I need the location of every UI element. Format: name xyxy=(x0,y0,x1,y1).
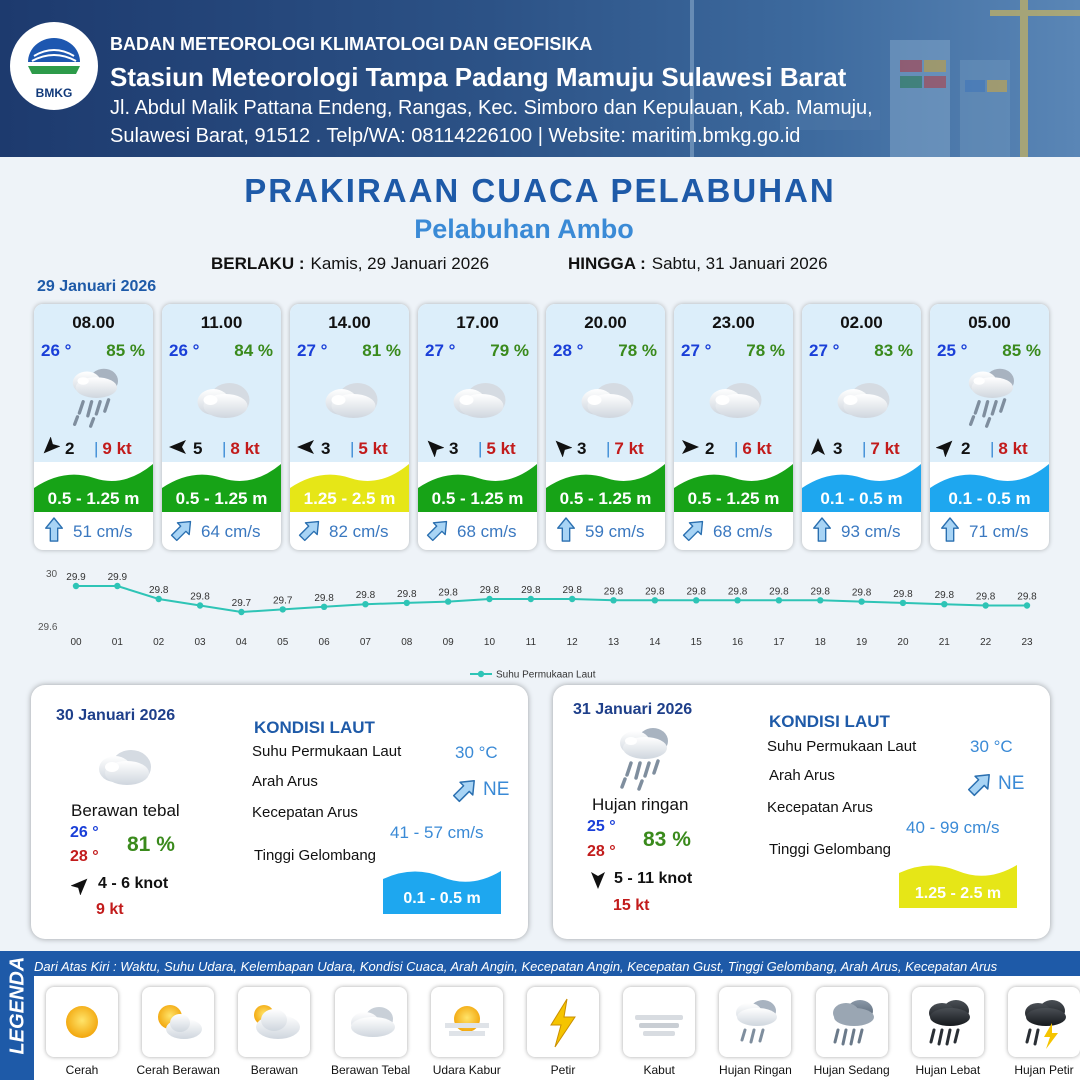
x-tick-label: 09 xyxy=(442,637,454,648)
card-humidity: 81 % xyxy=(362,341,401,360)
address-line-2: Sulawesi Barat, 91512 . Telp/WA: 08114226100 | Website: maritim.bmkg.go.id xyxy=(110,125,801,147)
x-tick-label: 13 xyxy=(607,637,620,648)
sst-point xyxy=(858,598,864,604)
cloud-thick-icon xyxy=(341,993,401,1051)
sst-data-label: 29.8 xyxy=(1017,591,1037,603)
card-temperature: 27 ° xyxy=(681,341,712,360)
x-tick-label: 01 xyxy=(111,637,123,648)
cloud-sun-icon xyxy=(244,993,304,1051)
day3-humidity: 83 % xyxy=(643,828,691,851)
card-gust: | 5 kt xyxy=(350,439,388,458)
legend-item xyxy=(719,987,791,1057)
card-time: 23.00 xyxy=(712,313,755,332)
card-current-speed: 68 cm/s xyxy=(457,522,517,541)
valid-from-value: Kamis, 29 Januari 2026 xyxy=(310,254,490,273)
day2-sst: 30 °C xyxy=(455,743,498,762)
x-tick-label: 06 xyxy=(318,637,330,648)
fog-icon xyxy=(629,993,689,1051)
x-tick-label: 03 xyxy=(194,637,206,648)
legend-marker xyxy=(478,671,484,677)
current-arrow-icon xyxy=(938,517,962,543)
card-humidity: 83 % xyxy=(874,341,913,360)
sst-point xyxy=(486,596,492,602)
card-time: 02.00 xyxy=(840,313,883,332)
wind-arrow-icon xyxy=(424,437,444,457)
card-temperature: 27 ° xyxy=(809,341,840,360)
legend-item xyxy=(623,987,695,1057)
forecast-card xyxy=(290,304,409,550)
page-subtitle: Pelabuhan Ambo xyxy=(414,214,634,244)
legend-item-label: Kabut xyxy=(643,1063,675,1077)
day3-panel xyxy=(553,685,1050,939)
day1-date: 29 Januari 2026 xyxy=(37,278,157,295)
sst-point xyxy=(941,601,947,607)
day2-wind-arrow-icon xyxy=(71,875,91,895)
sst-data-label: 29.8 xyxy=(769,586,789,598)
day3-current-dir-label: Arah Arus xyxy=(769,767,835,784)
sst-data-label: 29.9 xyxy=(107,572,128,583)
card-gust: | 9 kt xyxy=(94,439,132,458)
card-gust: | 6 kt xyxy=(734,439,772,458)
cloud-thick-icon xyxy=(184,364,259,430)
sst-series-line xyxy=(76,586,1027,612)
day3-sst-label: Suhu Permukaan Laut xyxy=(767,738,917,755)
day3-condition: Hujan ringan xyxy=(592,795,689,814)
card-wind-speed: 2 xyxy=(961,439,971,458)
day3-wind-arrow-icon xyxy=(588,870,608,890)
legend-item-label: Udara Kabur xyxy=(432,1063,501,1077)
sst-point xyxy=(197,602,203,608)
card-humidity: 78 % xyxy=(746,341,785,360)
x-tick-label: 02 xyxy=(153,637,165,648)
card-current-speed: 51 cm/s xyxy=(73,522,133,541)
current-arrow-icon xyxy=(170,517,194,543)
card-humidity: 84 % xyxy=(234,341,273,360)
valid-to-value: Sabtu, 31 Januari 2026 xyxy=(651,254,828,273)
x-tick-label: 14 xyxy=(649,637,661,648)
card-wave-height: 0.1 - 0.5 m xyxy=(948,489,1031,508)
sst-point xyxy=(569,596,575,602)
cloud-thick-icon xyxy=(312,364,387,430)
x-tick-label: 19 xyxy=(856,637,868,648)
sst-data-label: 29.8 xyxy=(479,585,500,596)
sst-point xyxy=(238,609,244,615)
day3-date: 31 Januari 2026 xyxy=(573,701,693,718)
day2-temp-high: 28 ° xyxy=(70,848,99,865)
x-tick-label: 21 xyxy=(938,637,950,648)
day3-wind-speed: 5 - 11 knot xyxy=(614,870,693,887)
day2-date: 30 Januari 2026 xyxy=(56,707,176,724)
station-name: Stasiun Meteorologi Tampa Padang Mamuju Sulawesi Barat xyxy=(110,62,847,92)
sst-data-label: 29.8 xyxy=(190,591,210,603)
forecast-card xyxy=(418,304,537,550)
valid-from xyxy=(211,254,489,274)
card-wave-height: 0.5 - 1.25 m xyxy=(559,489,652,508)
sst-point xyxy=(693,597,699,603)
legend-item xyxy=(527,987,599,1057)
legend-item-label: Hujan Ringan xyxy=(719,1063,792,1077)
sun-cloud-icon xyxy=(148,993,208,1051)
day3-weather-icon xyxy=(607,723,677,793)
wind-arrow-icon xyxy=(168,437,188,457)
day3-wave-height: 1.25 - 2.5 m xyxy=(914,885,1002,902)
legend-description: Dari Atas Kiri : Waktu, Suhu Udara, Kelembapan Udara, Kondisi Cuaca, Arah Angin, Kecepatan Angin, Kecepatan Gust, Tinggi Gelombang, Arah Arus, Kecepatan Arus xyxy=(34,959,998,974)
card-wave-height: 0.5 - 1.25 m xyxy=(175,489,268,508)
current-arrow-icon xyxy=(810,517,834,543)
current-arrow-icon xyxy=(42,517,66,543)
card-gust: | 8 kt xyxy=(222,439,260,458)
sst-data-label: 29.8 xyxy=(314,592,334,604)
day2-current-speed: 41 - 57 cm/s xyxy=(390,823,484,842)
current-arrow-icon xyxy=(554,517,578,543)
legend-item-label: Petir xyxy=(550,1063,576,1077)
card-time: 11.00 xyxy=(200,313,243,332)
card-time: 14.00 xyxy=(328,313,371,332)
card-temperature: 26 ° xyxy=(41,341,72,360)
current-arrow-icon xyxy=(426,517,450,543)
card-wave-height: 1.25 - 2.5 m xyxy=(303,489,396,508)
rain-moderate-icon xyxy=(822,993,882,1051)
card-time: 05.00 xyxy=(968,313,1011,332)
sst-data-label: 29.8 xyxy=(148,585,169,596)
card-humidity: 78 % xyxy=(618,341,657,360)
day2-wind-speed: 4 - 6 knot xyxy=(98,875,169,892)
x-tick-label: 20 xyxy=(897,637,909,648)
card-wind-speed: 3 xyxy=(449,439,459,458)
forecast-card xyxy=(802,304,921,550)
day3-gust: 15 kt xyxy=(613,897,650,914)
legend-item xyxy=(238,987,310,1057)
legend-title: LEGENDA xyxy=(6,956,29,1055)
sun-icon xyxy=(52,993,112,1051)
sst-point xyxy=(1024,602,1030,608)
legend-items xyxy=(34,976,1080,1080)
card-gust: | 8 kt xyxy=(990,439,1028,458)
legend xyxy=(0,951,1080,1080)
current-arrow-icon xyxy=(298,517,322,543)
x-tick-label: 10 xyxy=(483,637,496,648)
day3-current-dir: NE xyxy=(998,773,1025,794)
header-banner xyxy=(0,0,1080,157)
sst-chart xyxy=(30,562,1050,687)
sst-point xyxy=(404,600,410,606)
address-line-1: Jl. Abdul Malik Pattana Endeng, Rangas, Kec. Simboro dan Kepulauan, Kab. Mamuju, xyxy=(110,97,873,119)
card-humidity: 79 % xyxy=(490,341,529,360)
sst-point xyxy=(155,596,161,602)
wind-arrow-icon xyxy=(296,437,316,457)
sst-data-label: 29.8 xyxy=(893,588,913,600)
day2-humidity: 81 % xyxy=(127,833,175,856)
sst-point xyxy=(610,597,616,603)
legend-item xyxy=(1008,987,1080,1057)
sst-data-label: 29.8 xyxy=(562,585,582,596)
day2-weather-icon xyxy=(91,739,155,789)
legend-item xyxy=(142,987,214,1057)
x-tick-label: 00 xyxy=(70,637,82,648)
cloud-thick-icon xyxy=(824,364,899,430)
wind-arrow-icon xyxy=(808,437,828,457)
chart-legend-label: Suhu Permukaan Laut xyxy=(496,669,596,681)
legend-item xyxy=(816,987,888,1057)
card-gust-value: 8 kt xyxy=(230,439,260,458)
legend-item xyxy=(46,987,118,1057)
day2-wave-height: 0.1 - 0.5 m xyxy=(403,890,481,907)
bmkg-logo xyxy=(10,22,98,110)
day3-current-arrow-icon xyxy=(967,770,993,798)
sst-data-label: 29.8 xyxy=(355,590,376,602)
day2-gust: 9 kt xyxy=(96,901,124,918)
day3-current-speed-label: Kecepatan Arus xyxy=(767,799,873,816)
haze-icon xyxy=(437,993,497,1051)
day2-current-dir: NE xyxy=(483,779,510,800)
card-gust-value: 7 kt xyxy=(614,439,644,458)
forecast-card xyxy=(546,304,665,550)
day2-condition: Berawan tebal xyxy=(71,801,180,820)
sst-data-label: 29.9 xyxy=(66,572,86,583)
sst-data-label: 29.7 xyxy=(273,595,293,607)
sst-point xyxy=(73,583,79,589)
card-time: 20.00 xyxy=(584,313,627,332)
current-arrow-icon xyxy=(682,517,706,543)
forecast-card xyxy=(930,304,1049,550)
card-wind-speed: 5 xyxy=(193,439,203,458)
x-tick-label: 17 xyxy=(773,637,785,648)
sst-data-label: 29.8 xyxy=(397,588,417,600)
sst-data-label: 29.8 xyxy=(603,586,624,598)
wind-arrow-icon xyxy=(680,437,700,457)
rain-light-icon xyxy=(952,364,1027,430)
legend-item-label: Hujan Lebat xyxy=(915,1063,981,1077)
x-tick-label: 12 xyxy=(566,637,578,648)
card-current-speed: 64 cm/s xyxy=(201,522,261,541)
forecast-card xyxy=(34,304,153,550)
cloud-thick-icon xyxy=(568,364,643,430)
card-wave-height: 0.5 - 1.25 m xyxy=(431,489,524,508)
sst-point xyxy=(362,601,368,607)
page-title: PRAKIRAAN CUACA PELABUHAN xyxy=(244,172,836,209)
sst-data-label: 29.8 xyxy=(438,587,458,599)
card-temperature: 25 ° xyxy=(937,341,968,360)
cloud-thick-icon xyxy=(440,364,515,430)
legend-item-label: Berawan xyxy=(250,1063,299,1077)
wind-arrow-icon xyxy=(40,437,60,457)
sst-data-label: 29.7 xyxy=(231,598,252,609)
legend-item xyxy=(335,987,407,1057)
card-gust: | 7 kt xyxy=(862,439,900,458)
rain-light-icon xyxy=(725,993,785,1051)
card-current-speed: 93 cm/s xyxy=(841,522,901,541)
legend-item-label: Cerah Berawan xyxy=(136,1063,220,1077)
sst-point xyxy=(528,596,534,602)
day3-wave-label: Tinggi Gelombang xyxy=(769,841,892,858)
sst-point xyxy=(114,583,120,589)
x-tick-label: 15 xyxy=(690,637,702,648)
sst-point xyxy=(652,597,658,603)
card-gust-value: 5 kt xyxy=(358,439,388,458)
sst-data-label: 29.8 xyxy=(521,585,541,596)
day3-sea-title: KONDISI LAUT xyxy=(769,712,890,731)
card-wave-height: 0.1 - 0.5 m xyxy=(820,489,903,508)
legend-item xyxy=(912,987,984,1057)
day2-sea-title: KONDISI LAUT xyxy=(254,718,375,737)
sst-data-label: 29.8 xyxy=(645,586,665,598)
day3-temp-high: 28 ° xyxy=(587,843,616,860)
day3-current-speed: 40 - 99 cm/s xyxy=(906,818,1000,837)
sst-point xyxy=(445,598,451,604)
card-temperature: 26 ° xyxy=(169,341,200,360)
card-current-speed: 68 cm/s xyxy=(713,522,773,541)
day2-sst-label: Suhu Permukaan Laut xyxy=(252,743,402,760)
forecast-card xyxy=(162,304,281,550)
sst-data-label: 29.8 xyxy=(934,590,955,602)
card-time: 08.00 xyxy=(72,313,115,332)
sst-data-label: 29.8 xyxy=(810,586,830,598)
day2-panel xyxy=(31,685,528,939)
sst-point xyxy=(817,597,823,603)
card-wave-height: 0.5 - 1.25 m xyxy=(687,489,780,508)
card-gust: | 7 kt xyxy=(606,439,644,458)
card-wind-speed: 3 xyxy=(321,439,331,458)
logo-text: BMKG xyxy=(35,86,73,100)
sst-point xyxy=(776,597,782,603)
legend-item-label: Hujan Sedang xyxy=(813,1063,890,1077)
x-tick-label: 05 xyxy=(277,637,289,648)
valid-to-label: HINGGA : xyxy=(568,254,646,273)
sst-point xyxy=(982,602,988,608)
sst-data-label: 29.8 xyxy=(686,586,706,598)
legend-item-label: Cerah xyxy=(65,1063,99,1077)
sst-point xyxy=(280,606,286,612)
forecast-card xyxy=(674,304,793,550)
card-wind-speed: 3 xyxy=(833,439,843,458)
valid-to xyxy=(568,254,828,274)
card-humidity: 85 % xyxy=(1002,341,1041,360)
lightning-icon xyxy=(533,993,593,1051)
x-tick-label: 16 xyxy=(732,637,744,648)
card-humidity: 85 % xyxy=(106,341,145,360)
day3-temp-low: 25 ° xyxy=(587,818,616,835)
day2-temp-low: 26 ° xyxy=(70,824,99,841)
sst-point xyxy=(900,600,906,606)
card-gust-value: 7 kt xyxy=(870,439,900,458)
card-temperature: 27 ° xyxy=(425,341,456,360)
wind-arrow-icon xyxy=(552,437,572,457)
legend-item-label: Hujan Petir xyxy=(1014,1063,1074,1077)
y-tick-label: 30 xyxy=(46,569,58,580)
card-wind-speed: 3 xyxy=(577,439,587,458)
x-tick-label: 18 xyxy=(814,637,826,648)
x-tick-label: 04 xyxy=(235,637,247,648)
sst-data-label: 29.8 xyxy=(727,586,748,598)
valid-from-label: BERLAKU : xyxy=(211,254,305,273)
card-gust-value: 8 kt xyxy=(998,439,1028,458)
wind-arrow-icon xyxy=(936,437,956,457)
day2-current-speed-label: Kecepatan Arus xyxy=(252,804,358,821)
org-name: BADAN METEOROLOGI KLIMATOLOGI DAN GEOFISIKA xyxy=(110,34,593,54)
rain-heavy-icon xyxy=(918,993,978,1051)
card-gust-value: 9 kt xyxy=(102,439,132,458)
x-tick-label: 11 xyxy=(525,637,537,648)
card-temperature: 28 ° xyxy=(553,341,584,360)
day2-current-dir-label: Arah Arus xyxy=(252,773,318,790)
card-gust-value: 6 kt xyxy=(742,439,772,458)
card-wave-height: 0.5 - 1.25 m xyxy=(47,489,140,508)
cloud-thick-icon xyxy=(696,364,771,430)
card-current-speed: 59 cm/s xyxy=(585,522,645,541)
x-tick-label: 08 xyxy=(401,637,413,648)
thunderstorm-icon xyxy=(1014,993,1074,1051)
card-current-speed: 82 cm/s xyxy=(329,522,389,541)
sst-data-label: 29.8 xyxy=(975,591,996,603)
card-gust: | 5 kt xyxy=(478,439,516,458)
day3-sst: 30 °C xyxy=(970,737,1013,756)
x-tick-label: 22 xyxy=(980,637,992,648)
legend-item-label: Berawan Tebal xyxy=(331,1063,411,1077)
sst-point xyxy=(321,604,327,610)
sst-data-label: 29.8 xyxy=(851,587,872,599)
card-temperature: 27 ° xyxy=(297,341,328,360)
day2-wave-label: Tinggi Gelombang xyxy=(254,847,377,864)
card-current-speed: 71 cm/s xyxy=(969,522,1029,541)
x-tick-label: 07 xyxy=(359,637,371,648)
day2-current-arrow-icon xyxy=(452,776,478,804)
card-wind-speed: 2 xyxy=(65,439,75,458)
y-tick-label: 29.6 xyxy=(38,622,58,633)
rain-light-icon xyxy=(56,364,131,430)
card-time: 17.00 xyxy=(456,313,499,332)
card-gust-value: 5 kt xyxy=(486,439,516,458)
x-tick-label: 23 xyxy=(1021,637,1033,648)
legend-item xyxy=(431,987,503,1057)
card-wind-speed: 2 xyxy=(705,439,715,458)
sst-point xyxy=(734,597,740,603)
